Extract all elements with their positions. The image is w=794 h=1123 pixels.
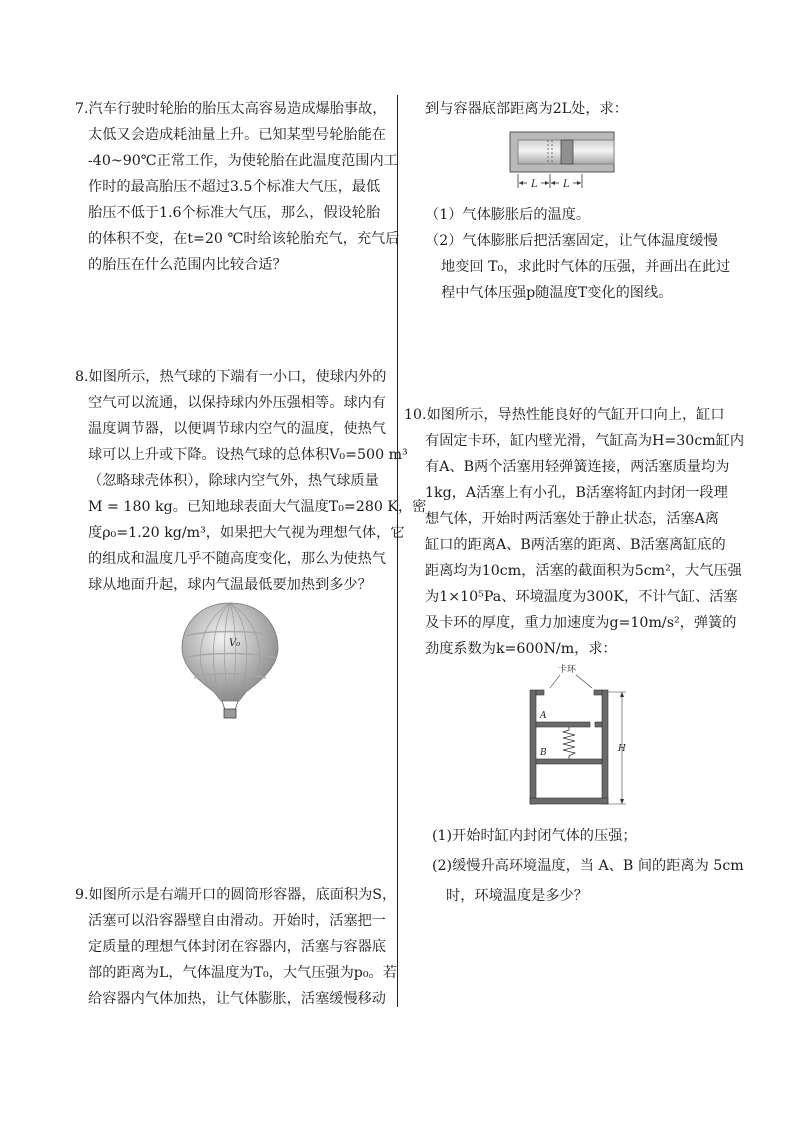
q9-sub-line: 地变回 T₀，求此时气体的压强，并画出在此过 — [441, 259, 731, 275]
q9-line: 部的距离为L，气体温度为T₀，大气压强为p₀。若 — [88, 965, 397, 981]
q7-line: 太低又会造成耗油量上升。已知某型号轮胎能在 — [88, 127, 386, 143]
ring-label: 卡环 — [558, 665, 577, 675]
q9-line: 活塞可以沿容器壁自由滑动。开始时，活塞把一 — [88, 913, 386, 929]
balloon-volume-label: V₀ — [229, 638, 241, 649]
q8-line: 8.如图所示，热气球的下端有一小口，使球内外的 — [75, 369, 387, 385]
length-label: L — [531, 179, 538, 190]
q10-sub-line: (2)缓慢升高环境温度，当 A、B 间的距离为 5cm — [432, 858, 744, 874]
q10-line: 1kg，A活塞上有小孔，B活塞将缸内封闭一段理 — [425, 485, 728, 501]
q9-line: 定质量的理想气体封闭在容器内，活塞与容器底 — [88, 939, 386, 955]
q7-line: 的体积不变，在t=20 ℃时给该轮胎充气，充气后 — [88, 231, 400, 247]
q9-continuation-line: 到与容器底部距离为2L处，求： — [425, 101, 628, 117]
height-label: H — [618, 744, 626, 754]
cylinder-container-figure — [508, 130, 616, 192]
q10-line: 想气体，开始时两活塞处于静止状态，活塞A离 — [425, 511, 719, 527]
q8-line: 球可以上升或下降。设热气球的总体积V₀=500 m³ — [88, 447, 408, 463]
piston-a-label: A — [540, 711, 547, 721]
q7-line: 作时的最高胎压不超过3.5个标准大气压，最低 — [88, 179, 381, 195]
q10-line: 距离均为10cm，活塞的截面积为5cm²，大气压强 — [425, 563, 742, 579]
q7-line: -40~90℃正常工作，为使轮胎在此温度范围内工 — [88, 153, 398, 169]
q9-line: 9.如图所示是右端开口的圆筒形容器，底面积为S， — [75, 887, 397, 903]
question-8 — [75, 364, 426, 598]
q10-sub-line: (1)开始时缸内封闭气体的压强； — [432, 828, 637, 844]
q8-line: 空气可以流通，以保持球内外压强相等。球内有 — [88, 395, 386, 411]
q10-line: 为1×10⁵Pa、环境温度为300K，不计气缸、活塞 — [425, 589, 738, 605]
q7-line: 7.汽车行驶时轮胎的胎压太高容易造成爆胎事故， — [75, 101, 387, 117]
question-10 — [404, 402, 744, 662]
q10-line: 有固定卡环，缸内壁光滑，气缸高为H=30cm缸内 — [425, 433, 745, 449]
q9-sub-line: 程中气体压强p随温度T变化的图线。 — [441, 285, 673, 301]
q7-line: 的胎压在什么范围内比较合适？ — [88, 257, 287, 273]
q8-line: M = 180 kg。已知地球表面大气温度T₀=280 K，密 — [88, 499, 427, 515]
piston-b-label: B — [540, 748, 547, 758]
question-10-subquestions — [432, 821, 744, 911]
q9-line: 给容器内气体加热，让气体膨胀，活塞缓慢移动 — [88, 991, 386, 1007]
question-9-subquestions — [425, 202, 730, 306]
q10-line: 及卡环的厚度，重力加速度为g=10m/s²，弹簧的 — [425, 615, 737, 631]
cylinder-pistons-figure — [520, 660, 635, 810]
q10-line: 劲度系数为k=600N/m，求： — [425, 641, 617, 657]
question-9-continuation — [425, 96, 628, 122]
hot-air-balloon-figure — [178, 600, 282, 720]
q10-line: 缸口的距离A、B两活塞的距离、B活塞离缸底的 — [425, 537, 726, 553]
q8-line: 球从地面升起，球内气温最低要加热到多少？ — [88, 577, 372, 593]
q8-line: 的组成和温度几乎不随高度变化，那么为使热气 — [88, 551, 386, 567]
q10-line: 10.如图所示，导热性能良好的气缸开口向上，缸口 — [404, 407, 725, 423]
question-7 — [75, 96, 399, 278]
q8-line: （忽略球壳体积），除球内空气外，热气球质量 — [88, 473, 379, 489]
q8-line: 度ρ₀=1.20 kg/m³，如果把大气视为理想气体，它 — [88, 525, 405, 541]
q10-line: 有A、B两个活塞用轻弹簧连接，两活塞质量均为 — [425, 459, 730, 475]
question-9 — [75, 882, 397, 1012]
q9-sub-line: （2）气体膨胀后把活塞固定，让气体温度缓慢 — [425, 233, 718, 249]
q9-sub-line: （1）气体膨胀后的温度。 — [425, 207, 591, 223]
q7-line: 胎压不低于1.6个标准大气压，那么，假设轮胎 — [88, 205, 381, 221]
length-label: L — [563, 179, 570, 190]
q10-sub-line: 时，环境温度是多少？ — [446, 888, 588, 904]
q8-line: 温度调节器，以便调节球内空气的温度，使热气 — [88, 421, 386, 437]
